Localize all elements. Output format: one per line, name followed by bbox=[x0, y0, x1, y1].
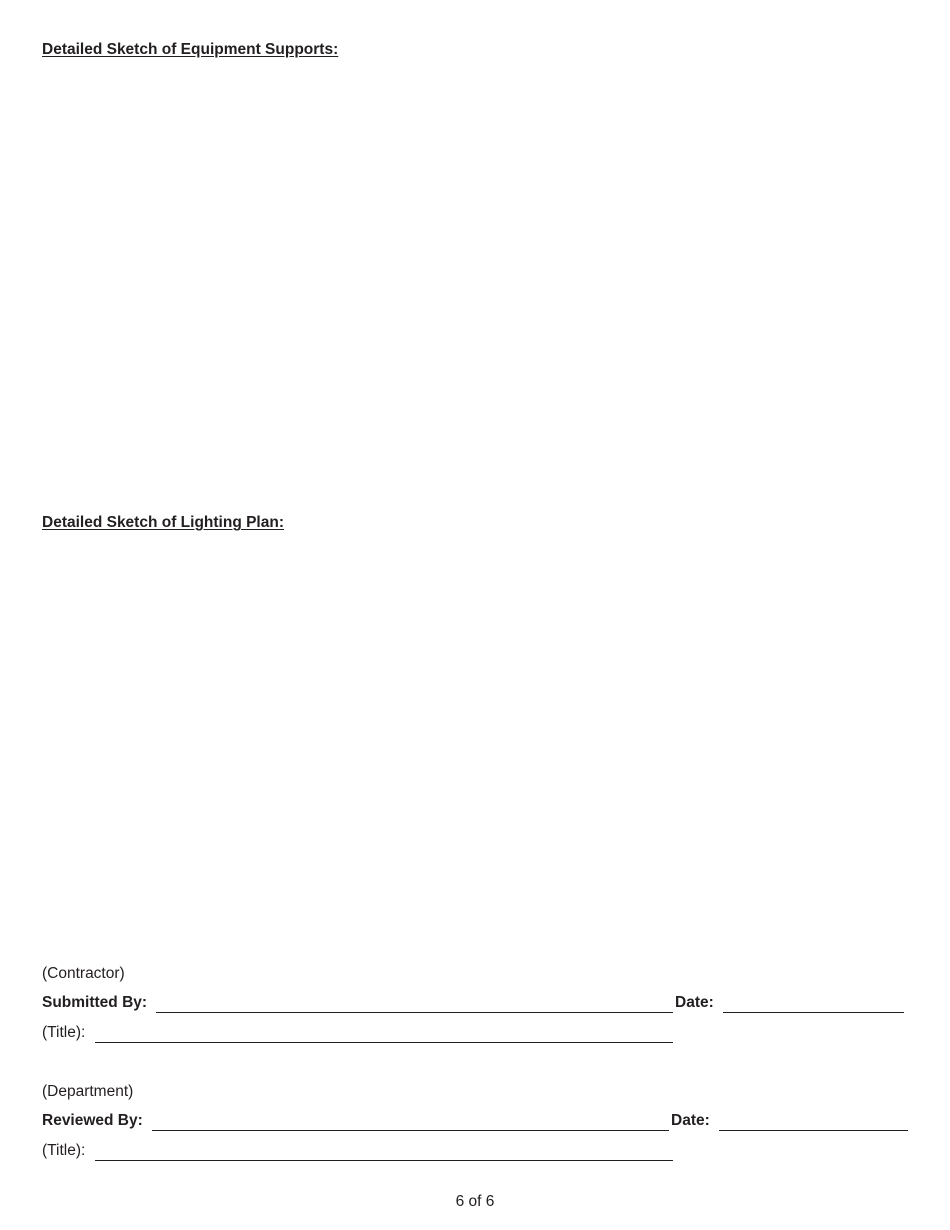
equipment-supports-heading: Detailed Sketch of Equipment Supports: bbox=[42, 41, 339, 58]
reviewed-date-group bbox=[671, 1111, 908, 1131]
reviewed-by-field[interactable] bbox=[152, 1114, 669, 1131]
equipment-supports-sketch-area[interactable] bbox=[42, 66, 908, 496]
submitted-by-row bbox=[42, 993, 908, 1013]
lighting-plan-sketch-area[interactable] bbox=[42, 540, 908, 940]
submitted-by-label: Submitted By: bbox=[42, 994, 148, 1011]
submitted-date-field[interactable] bbox=[723, 996, 904, 1013]
page-number: 6 of 6 bbox=[455, 1193, 495, 1210]
department-title-label: (Title): bbox=[42, 1142, 86, 1159]
submitted-by-field[interactable] bbox=[156, 996, 673, 1013]
contractor-party-row bbox=[42, 964, 125, 984]
submitted-date-label: Date: bbox=[675, 994, 714, 1011]
contractor-label: (Contractor) bbox=[42, 965, 125, 982]
reviewed-by-row bbox=[42, 1111, 908, 1131]
department-title-row bbox=[42, 1141, 673, 1161]
reviewed-date-label: Date: bbox=[671, 1112, 710, 1129]
lighting-plan-heading: Detailed Sketch of Lighting Plan: bbox=[42, 514, 284, 531]
contractor-title-row bbox=[42, 1023, 673, 1043]
submitted-date-group bbox=[675, 993, 904, 1013]
department-label: (Department) bbox=[42, 1083, 134, 1100]
reviewed-date-field[interactable] bbox=[719, 1114, 908, 1131]
department-party-row bbox=[42, 1082, 133, 1102]
department-title-field[interactable] bbox=[95, 1144, 673, 1161]
contractor-title-field[interactable] bbox=[95, 1026, 673, 1043]
reviewed-by-label: Reviewed By: bbox=[42, 1112, 143, 1129]
contractor-title-label: (Title): bbox=[42, 1024, 86, 1041]
